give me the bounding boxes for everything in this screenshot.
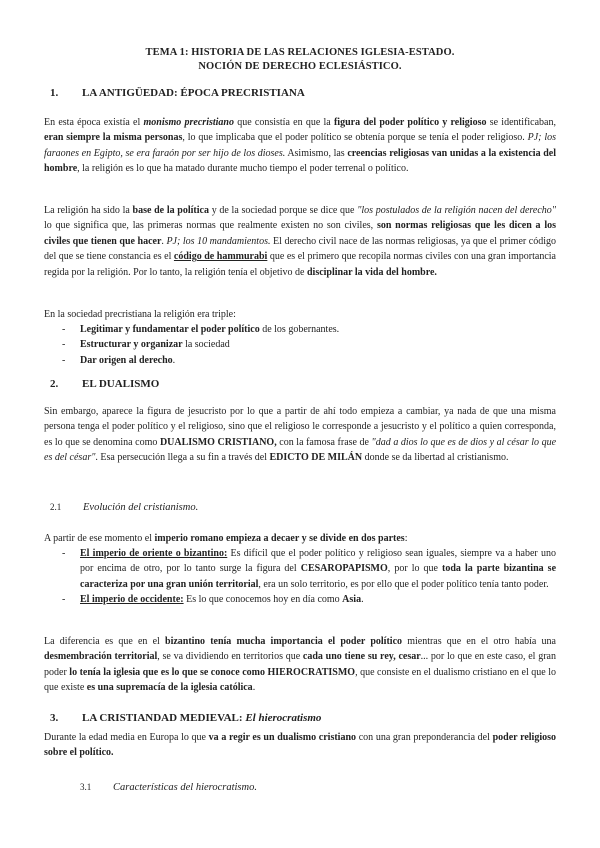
text-run: : bbox=[404, 533, 408, 544]
text-run: , que consiste en el dualismo cristiano en el que lo que existe bbox=[44, 666, 557, 694]
bold-run: desmembración territorial bbox=[44, 651, 158, 663]
list-item bbox=[62, 322, 556, 337]
bold-run: lo tenía la iglesia que es lo que se conoce como HIEROCRATISMO bbox=[69, 666, 356, 678]
text-run: Sin embargo, aparece la figura de jesucristo por lo que a partir de ahí todo empieza a cambiar, ya nada de que una misma persona tenga el poder político y el religioso, sino que el religioso le corresponde a jesucristo y el político a quien corresponda, es lo que se denomina como bbox=[44, 406, 556, 448]
bold-underline-run: código de hammurabi bbox=[173, 251, 268, 263]
text-run: La diferencia es que en el bbox=[44, 636, 166, 647]
text-run: que es el primero que recopila normas civiles con una gran importancia regida por la religión. Por lo tanto, la religión tenía el objetivo de bbox=[44, 251, 556, 278]
italic-run: "dad a dios lo que es de dios y al césar lo que es del césar" bbox=[44, 436, 557, 464]
text-run: En esta época existía el bbox=[44, 117, 144, 128]
bold-run: son normas religiosas que les dicen a los civiles que tienen que hacer bbox=[44, 220, 556, 247]
italic-run: PJ; los faraones en Egipto, se era faraón por ser hijo de los dioses. bbox=[44, 132, 557, 159]
text-run: con una gran preponderancia del bbox=[356, 732, 493, 743]
section-3-heading bbox=[50, 712, 321, 724]
text-run: . bbox=[172, 354, 176, 366]
text-run: y de la sociedad porque se dice que bbox=[208, 205, 358, 216]
bold-run: creencias religiosas van unidas a la existencia del hombre bbox=[44, 147, 556, 175]
section-1-number: 1. bbox=[50, 87, 59, 99]
bold-run: es una supremacía de la iglesia católica bbox=[86, 682, 253, 694]
bold-run: EDICTO DE MILÁN bbox=[269, 452, 363, 464]
subsection-2-1-heading bbox=[50, 502, 198, 513]
subsection-2-1-number: 2.1 bbox=[50, 502, 62, 512]
list-item bbox=[62, 337, 556, 352]
section-3-title: LA CRISTIANDAD MEDIEVAL: bbox=[82, 712, 246, 724]
section-2-paragraph-3 bbox=[44, 634, 556, 696]
bold-run: DUALISMO CRISTIANO, bbox=[159, 436, 277, 448]
bold-run: eran siempre la misma personas bbox=[44, 132, 183, 144]
bold-run: cada uno tiene su rey, cesar bbox=[302, 651, 421, 663]
text-run: , por lo que bbox=[387, 563, 443, 575]
bold-run: disciplinar la vida del hombre. bbox=[306, 266, 437, 278]
section-3-number: 3. bbox=[50, 712, 59, 724]
italic-run: PJ; los 10 mandamientos. bbox=[166, 235, 271, 247]
text-run: A partir de ese momento el bbox=[44, 533, 155, 544]
section-2-paragraph-1 bbox=[44, 404, 556, 466]
text-run: Asimismo, las bbox=[285, 147, 348, 159]
document-title-line-1: TEMA 1: HISTORIA DE LAS RELACIONES IGLESIA-ESTADO. bbox=[145, 47, 455, 58]
text-run: se identificaban, bbox=[486, 117, 556, 128]
bold-run: Dar origen al derecho bbox=[80, 354, 173, 366]
section-1-paragraph-1 bbox=[44, 115, 556, 177]
bold-run: imperio romano empieza a decaer y se divide en dos partes bbox=[154, 533, 405, 544]
bold-run: bizantino tenía mucha importancia el poder político bbox=[165, 636, 403, 647]
list-item bbox=[62, 353, 556, 368]
bold-run: Asia bbox=[342, 594, 362, 606]
text-run: , lo que implicaba que el poder político se obtenía porque se tenía el poder religioso. bbox=[182, 132, 528, 144]
text-run: de los gobernantes. bbox=[259, 324, 340, 335]
text-run: . bbox=[252, 682, 256, 694]
bold-run: toda la parte bizantina se caracteriza por una gran unión territorial bbox=[80, 563, 557, 590]
text-run: donde se da libertad al cristianismo. bbox=[362, 452, 509, 464]
text-run: que consistía en que la bbox=[233, 117, 334, 128]
subsection-3-1-number: 3.1 bbox=[80, 782, 92, 792]
subsection-3-1-title: Características del hierocratismo. bbox=[113, 782, 257, 793]
italic-run: "los postulados de la religión nacen del derecho" bbox=[357, 205, 556, 216]
section-2-list bbox=[62, 546, 556, 608]
bold-run: figura del poder político y religioso bbox=[333, 117, 487, 128]
section-1-heading bbox=[50, 87, 305, 99]
bold-run: poder religioso sobre el político. bbox=[44, 732, 556, 759]
section-2-heading bbox=[50, 378, 159, 390]
section-3-paragraph-1 bbox=[44, 730, 556, 761]
text-run: lo que significa que, las primeras normas que realmente existen no son civiles, bbox=[44, 220, 377, 232]
bold-run: CESAROPAPISMO bbox=[300, 563, 388, 575]
text-run: la sociedad bbox=[182, 339, 230, 351]
bold-run: Legitimar y fundamentar el poder político bbox=[80, 324, 260, 335]
text-run: Es lo que conocemos hoy en día como bbox=[183, 594, 343, 606]
section-1-title: LA ANTIGÜEDAD: ÉPOCA PRECRISTIANA bbox=[82, 87, 305, 99]
text-run: Durante la edad media en Europa lo que bbox=[44, 732, 209, 743]
text-run: , la religión es lo que ha matado durante mucho tiempo el poder terrenal o político. bbox=[77, 163, 409, 175]
text-run: , se va dividiendo en territorios que bbox=[157, 651, 303, 663]
section-1-list bbox=[62, 322, 556, 368]
text-run: . bbox=[161, 235, 167, 247]
subsection-3-1-heading bbox=[80, 782, 257, 793]
bold-run: monismo precristiano bbox=[143, 117, 234, 128]
section-2-paragraph-2 bbox=[44, 531, 556, 546]
list-item bbox=[62, 592, 556, 607]
section-1-paragraph-3: En la sociedad precristiana la religión era triple: bbox=[44, 309, 236, 320]
text-run: El derecho civil nace de las normas religiosas, ya que el primer código del que se tiene constancia es el bbox=[44, 235, 556, 263]
document-title-line-2: NOCIÓN DE DERECHO ECLESIÁSTICO. bbox=[198, 61, 402, 72]
subsection-2-1-title: Evolución del cristianismo. bbox=[83, 502, 199, 513]
text-run: La religión ha sido la bbox=[44, 205, 133, 216]
text-run: con la famosa frase de bbox=[276, 436, 372, 448]
text-run: mientras que en el otro había una bbox=[402, 636, 556, 647]
bold-run: va a regir es un dualismo cristiano bbox=[208, 732, 357, 743]
list-item bbox=[62, 546, 556, 592]
section-1-paragraph-2 bbox=[44, 203, 556, 280]
text-run: , era un solo territorio, es por ello que el poder político tenía tanto poder. bbox=[258, 578, 549, 590]
text-run: Es difícil que el poder político y religioso sean iguales, siempre va a haber uno por encima de otro, por lo tanto surge la figura del bbox=[80, 548, 556, 575]
text-run: . Esa persecución llega a su fin a través del bbox=[95, 452, 270, 464]
text-run: . bbox=[361, 594, 364, 606]
bold-underline-run: El imperio de oriente o bizantino: bbox=[80, 548, 228, 559]
text-run: ... por lo que en este caso, el gran poder bbox=[44, 651, 556, 678]
section-2-title: EL DUALISMO bbox=[82, 378, 160, 390]
section-2-number: 2. bbox=[50, 378, 59, 390]
bold-underline-run: El imperio de occidente: bbox=[80, 594, 184, 606]
section-3-title-italic: El hierocratismo bbox=[245, 712, 322, 724]
bold-run: Estructurar y organizar bbox=[80, 339, 183, 351]
bold-run: base de la política bbox=[132, 205, 209, 216]
